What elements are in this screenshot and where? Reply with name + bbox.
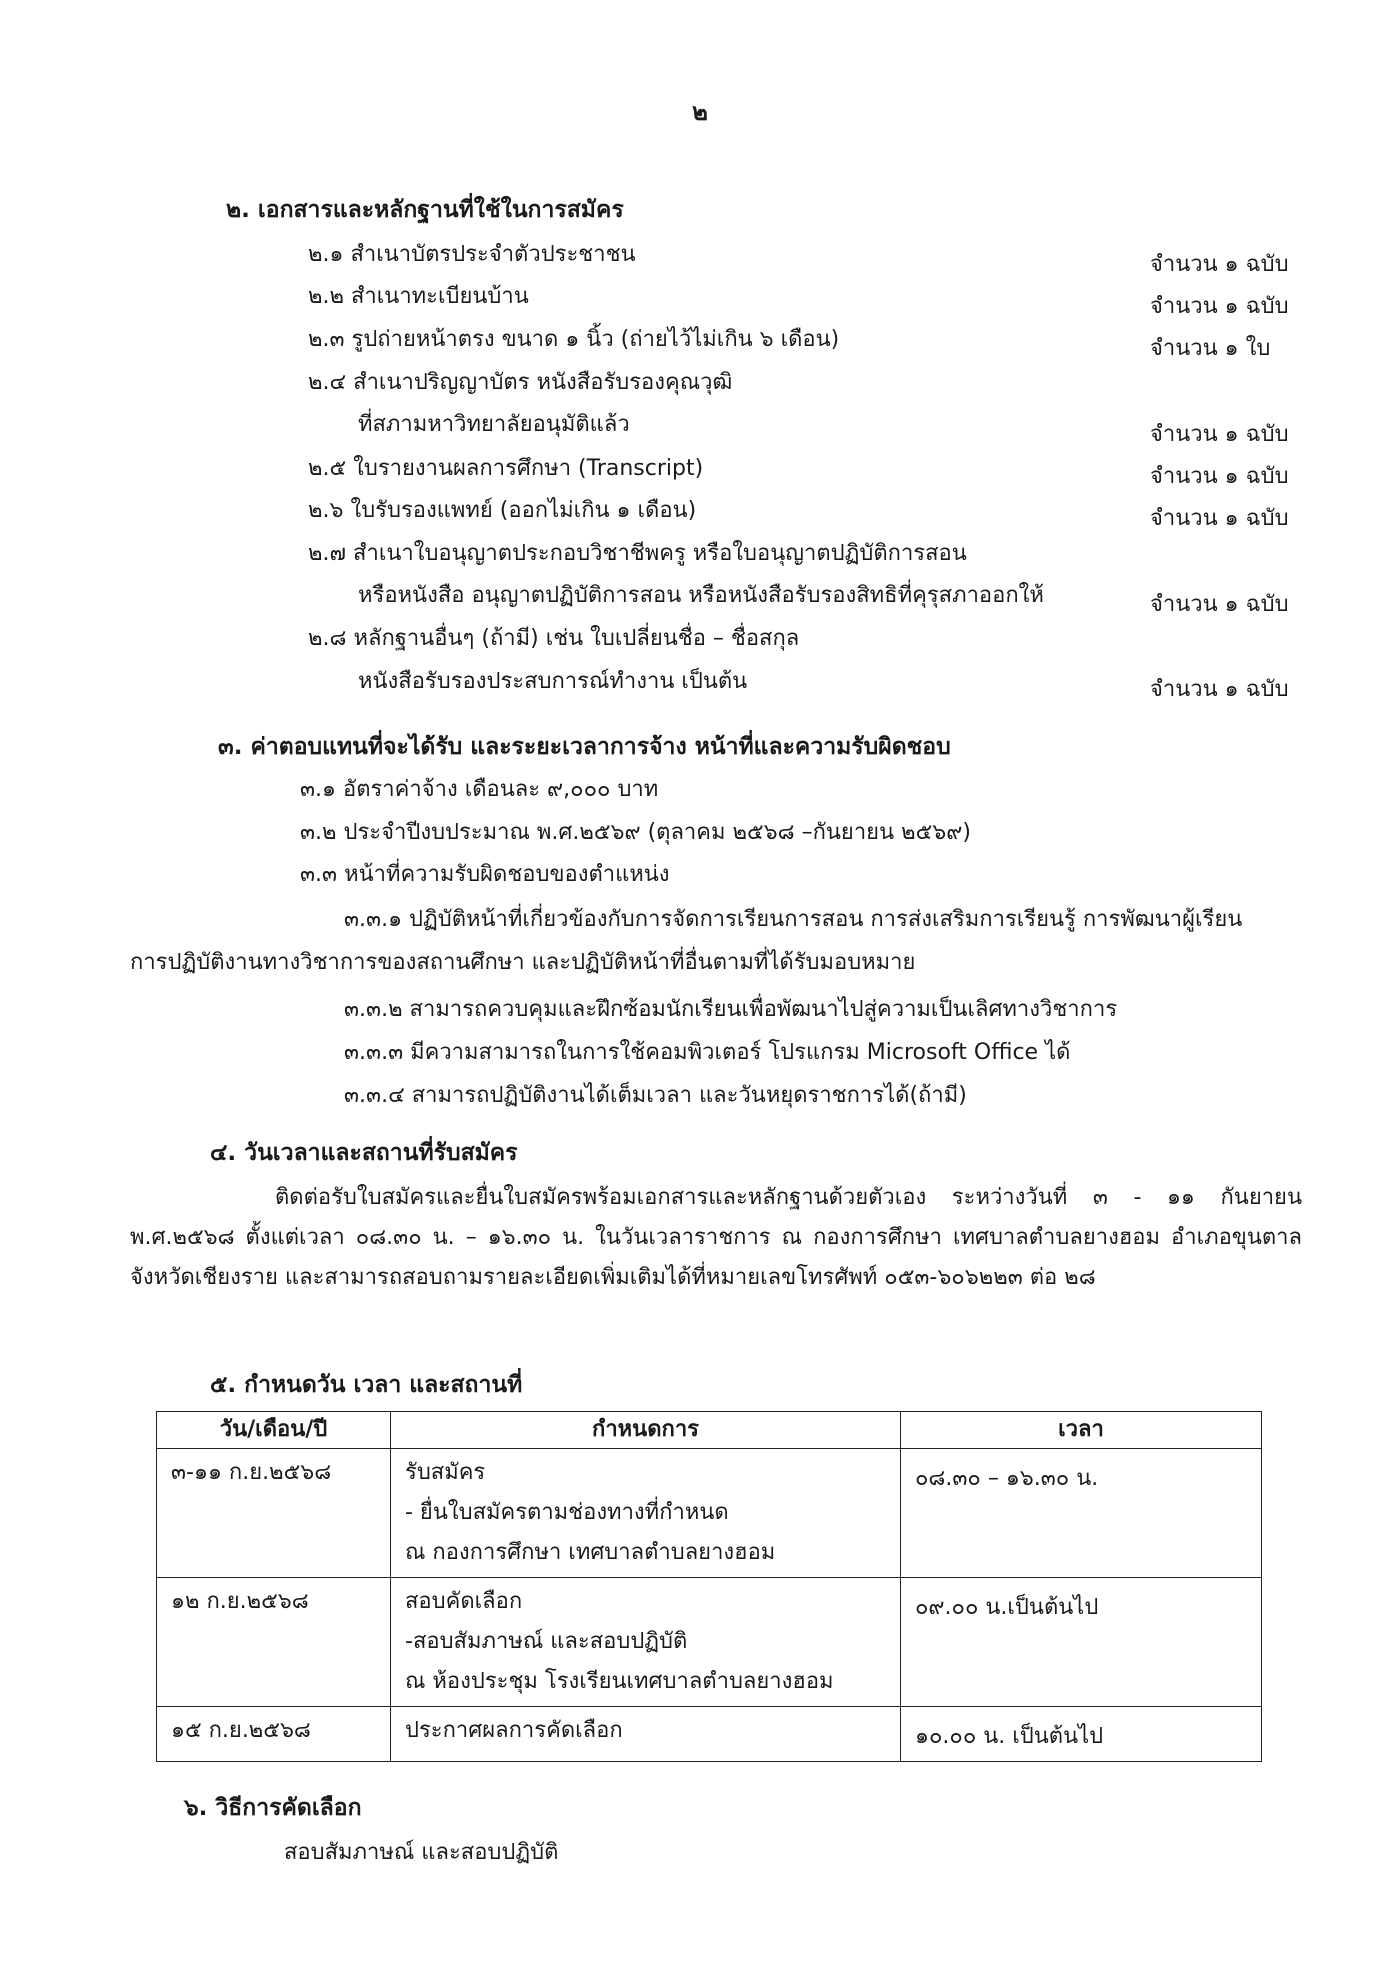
section5-heading: ๕. กำหนดวัน เวลา และสถานที่	[210, 1372, 523, 1398]
activity-line: ณ ห้องประชุม โรงเรียนเทศบาลตำบลยางฮอม	[405, 1669, 834, 1694]
row-time: ๐๙.๐๐ น.เป็นต้นไป	[901, 1578, 1262, 1707]
doc-item-2-1: ๒.๑ สำเนาบัตรประจำตัวประชาชน	[308, 242, 636, 267]
section4-heading: ๔. วันเวลาและสถานที่รับสมัคร	[210, 1140, 518, 1166]
pay-rate: ๓.๑ อัตราค่าจ้าง เดือนละ ๙,๐๐๐ บาท	[300, 777, 659, 802]
doc-item-2-5: ๒.๕ ใบรายงานผลการศึกษา (Transcript)	[308, 456, 704, 481]
col-time-header: เวลา	[901, 1412, 1262, 1449]
schedule-table	[156, 1411, 1262, 1762]
duty-3-3-4: ๓.๓.๔ สามารถปฏิบัติงานได้เต็มเวลา และวันหยุดราชการได้(ถ้ามี)	[344, 1083, 967, 1108]
table-row	[157, 1578, 1262, 1707]
table-header-row	[157, 1412, 1262, 1449]
row-date: ๓-๑๑ ก.ย.๒๕๖๘	[157, 1449, 391, 1578]
doc-item-2-4-count: จำนวน ๑ ฉบับ	[1150, 422, 1289, 447]
doc-item-2-3-count: จำนวน ๑ ใบ	[1150, 336, 1271, 361]
row-activity	[391, 1449, 901, 1578]
doc-item-2-2: ๒.๒ สำเนาทะเบียนบ้าน	[308, 284, 529, 309]
activity-line: ณ กองการศึกษา เทศบาลตำบลยางฮอม	[405, 1540, 776, 1565]
col-date-header: วัน/เดือน/ปี	[157, 1412, 391, 1449]
doc-item-2-6: ๒.๖ ใบรับรองแพทย์ (ออกไม่เกิน ๑ เดือน)	[308, 498, 697, 523]
row-date: ๑๕ ก.ย.๒๕๖๘	[157, 1707, 391, 1762]
section2-heading: ๒. เอกสารและหลักฐานที่ใช้ในการสมัคร	[226, 197, 624, 223]
page-number: ๒	[692, 98, 708, 126]
activity-line: -สอบสัมภาษณ์ และสอบปฏิบัติ	[405, 1629, 688, 1654]
duty-3-3-1: ๓.๓.๑ ปฏิบัติหน้าที่เกี่ยวข้องกับการจัดการเรียนการสอน การส่งเสริมการเรียนรู้ การพัฒนาผู้เรียน	[344, 907, 1243, 932]
activity-line: - ยื่นใบสมัครตามช่องทางที่กำหนด	[405, 1500, 729, 1525]
section3-heading: ๓. ค่าตอบแทนที่จะได้รับ และระยะเวลาการจ้าง หน้าที่และความรับผิดชอบ	[218, 734, 951, 760]
duty-3-3-2: ๓.๓.๒ สามารถควบคุมและฝึกซ้อมนักเรียนเพื่อพัฒนาไปสู่ความเป็นเลิศทางวิชาการ	[344, 997, 1118, 1022]
doc-item-2-4: ๒.๔ สำเนาปริญญาบัตร หนังสือรับรองคุณวุฒิ	[308, 370, 733, 395]
doc-item-2-3: ๒.๓ รูปถ่ายหน้าตรง ขนาด ๑ นิ้ว (ถ่ายไว้ไม่เกิน ๖ เดือน)	[308, 327, 840, 352]
duties-heading: ๓.๓ หน้าที่ความรับผิดชอบของตำแหน่ง	[300, 862, 670, 887]
row-activity	[391, 1707, 901, 1762]
section6-heading: ๖. วิธีการคัดเลือก	[184, 1795, 362, 1821]
selection-method: สอบสัมภาษณ์ และสอบปฏิบัติ	[284, 1840, 559, 1865]
activity-line: ประกาศผลการคัดเลือก	[405, 1718, 623, 1743]
activity-line: สอบคัดเลือก	[405, 1589, 523, 1614]
fiscal-year: ๓.๒ ประจำปีงบประมาณ พ.ศ.๒๕๖๙ (ตุลาคม ๒๕๖๘ –กันยายน ๒๕๖๙)	[300, 820, 971, 845]
doc-item-2-7: ๒.๗ สำเนาใบอนุญาตประกอบวิชาชีพครู หรือใบอนุญาตปฏิบัติการสอน	[308, 541, 967, 566]
doc-item-2-8: ๒.๘ หลักฐานอื่นๆ (ถ้ามี) เช่น ใบเปลี่ยนชื่อ – ชื่อสกุล	[308, 626, 800, 651]
col-activity-header: กำหนดการ	[391, 1412, 901, 1449]
doc-item-2-8-cont: หนังสือรับรองประสบการณ์ทำงาน เป็นต้น	[358, 669, 748, 694]
application-details	[130, 1178, 1302, 1298]
table-row	[157, 1449, 1262, 1578]
doc-item-2-4-cont: ที่สภามหาวิทยาลัยอนุมัติแล้ว	[358, 412, 630, 437]
row-date: ๑๒ ก.ย.๒๕๖๘	[157, 1578, 391, 1707]
row-activity	[391, 1578, 901, 1707]
row-time: ๐๘.๓๐ – ๑๖.๓๐ น.	[901, 1449, 1262, 1578]
duty-3-3-3: ๓.๓.๓ มีความสามารถในการใช้คอมพิวเตอร์ โปรแกรม Microsoft Office ได้	[344, 1040, 1071, 1065]
doc-item-2-1-count: จำนวน ๑ ฉบับ	[1150, 252, 1289, 277]
duty-3-3-1-cont: การปฏิบัติงานทางวิชาการของสถานศึกษา และปฏิบัติหน้าที่อื่นตามที่ได้รับมอบหมาย	[130, 950, 916, 975]
application-details-text: ติดต่อรับใบสมัครและยื่นใบสมัครพร้อมเอกสารและหลักฐานด้วยตัวเอง ระหว่างวันที่ ๓ - ๑๑ กันยายน พ.ศ.๒๕๖๘ ตั้งแต่เวลา ๐๘.๓๐ น. – ๑๖.๓๐ น. ในวันเวลาราชการ ณ กองการศึกษา เทศบาลตำบลยางฮอม อำเภอขุนตาล จังหวัดเชียงราย และสามารถสอบถามรายละเอียดเพิ่มเติมได้ที่หมายเลขโทรศัพท์ ๐๕๓-๖๐๖๒๒๓ ต่อ ๒๘	[130, 1185, 1302, 1290]
table-row	[157, 1707, 1262, 1762]
activity-line: รับสมัคร	[405, 1460, 486, 1485]
doc-item-2-8-count: จำนวน ๑ ฉบับ	[1150, 677, 1289, 702]
doc-item-2-2-count: จำนวน ๑ ฉบับ	[1150, 294, 1289, 319]
doc-item-2-6-count: จำนวน ๑ ฉบับ	[1150, 506, 1289, 531]
doc-item-2-5-count: จำนวน ๑ ฉบับ	[1150, 464, 1289, 489]
row-time: ๑๐.๐๐ น. เป็นต้นไป	[901, 1707, 1262, 1762]
doc-item-2-7-cont: หรือหนังสือ อนุญาตปฏิบัติการสอน หรือหนังสือรับรองสิทธิที่คุรุสภาออกให้	[358, 583, 1044, 608]
doc-item-2-7-count: จำนวน ๑ ฉบับ	[1150, 592, 1289, 617]
